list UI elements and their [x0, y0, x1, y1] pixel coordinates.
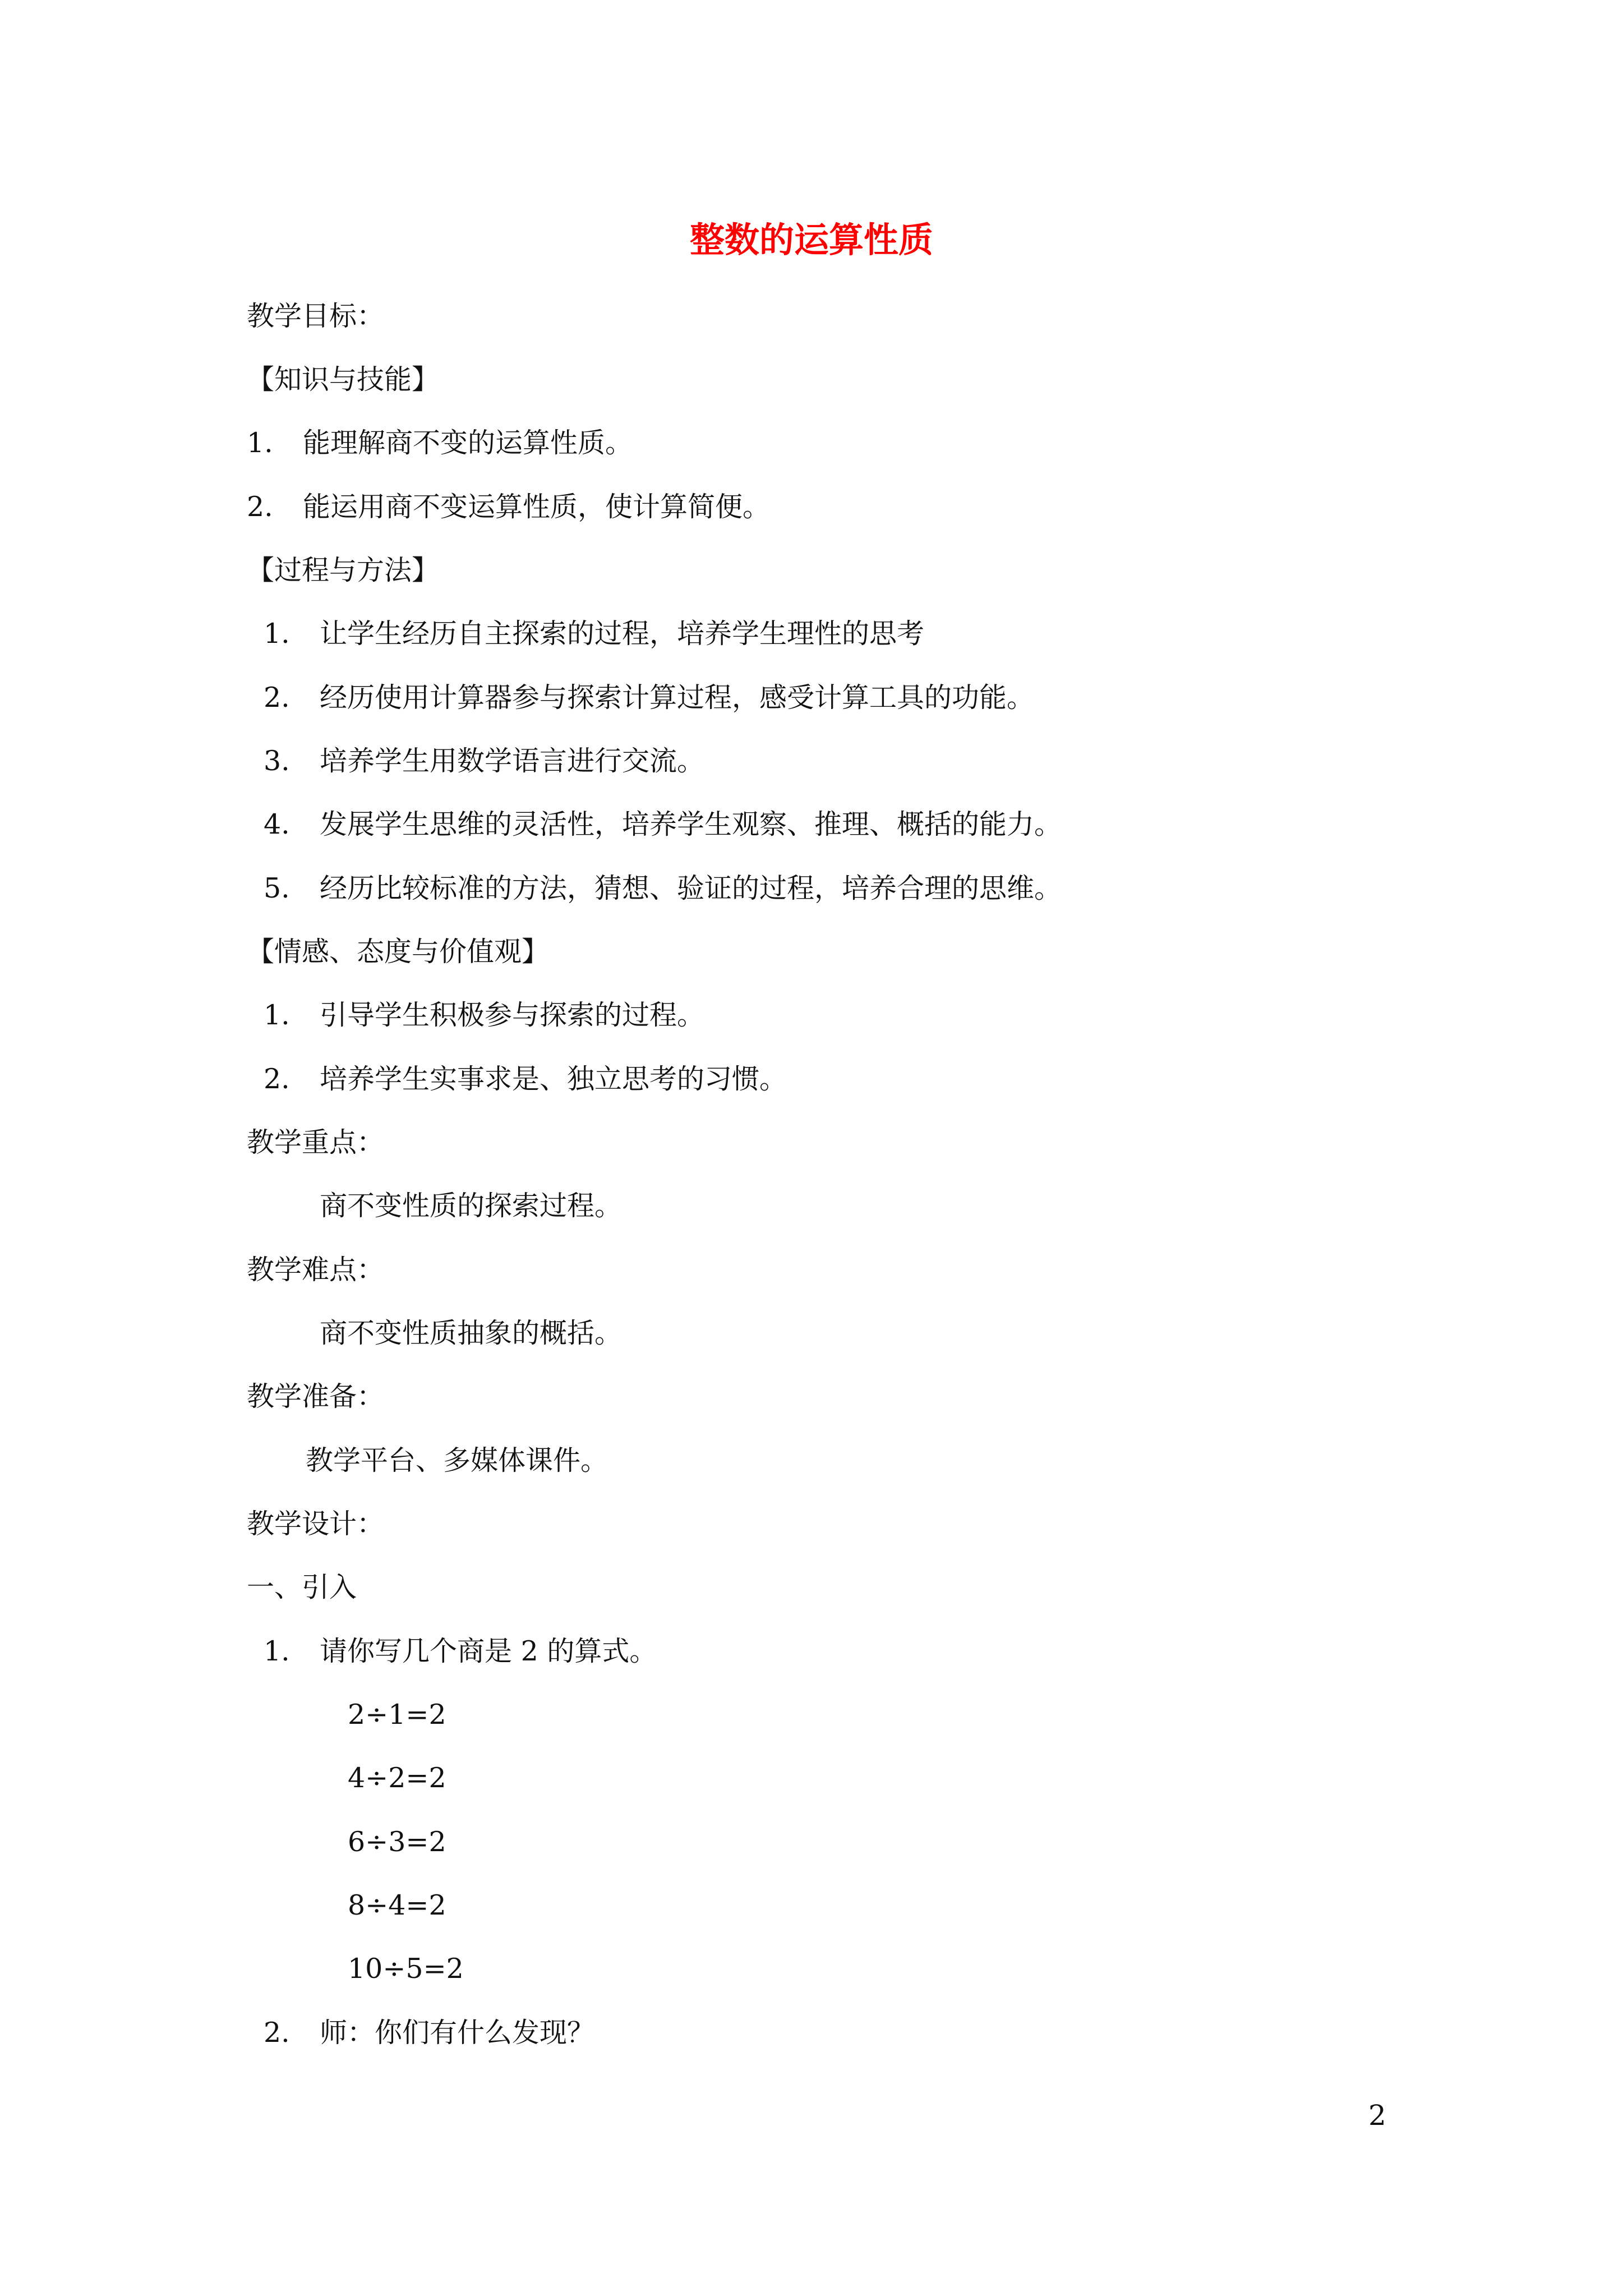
key-point-text: 商不变性质的探索过程。 — [320, 1190, 623, 1222]
item-number: 2. — [264, 1063, 290, 1095]
equation: 4÷2=2 — [348, 1762, 446, 1794]
item-text: 培养学生用数学语言进行交流。 — [320, 745, 705, 777]
process-item — [264, 743, 704, 779]
key-point-heading: 教学重点： — [247, 1126, 385, 1158]
item-number: 1. — [264, 618, 290, 650]
design-heading: 教学设计： — [247, 1508, 385, 1540]
knowledge-item — [247, 489, 770, 525]
process-item — [264, 616, 924, 652]
step-item — [264, 2015, 594, 2051]
item-number: 5. — [264, 872, 290, 904]
item-text: 让学生经历自主探索的过程，培养学生理性的思考 — [320, 618, 925, 650]
item-text: 经历使用计算器参与探索计算过程，感受计算工具的功能。 — [320, 682, 1035, 714]
item-text: 师：你们有什么发现？ — [320, 2017, 595, 2049]
item-number: 4. — [264, 808, 290, 840]
item-text: 引导学生积极参与探索的过程。 — [320, 999, 705, 1031]
equation: 8÷4=2 — [348, 1889, 446, 1921]
item-number: 3. — [264, 745, 290, 777]
equation: 2÷1=2 — [348, 1699, 446, 1731]
item-text: 能运用商不变运算性质，使计算简便。 — [303, 491, 771, 523]
difficulty-text: 商不变性质抽象的概括。 — [320, 1317, 623, 1349]
equation: 10÷5=2 — [348, 1953, 464, 1985]
item-number: 2. — [264, 2017, 290, 2049]
equation: 6÷3=2 — [348, 1826, 446, 1858]
item-number: 2. — [247, 491, 273, 523]
step-item — [264, 1634, 657, 1669]
item-number: 1. — [247, 427, 273, 459]
item-text: 发展学生思维的灵活性，培养学生观察、推理、概括的能力。 — [320, 808, 1062, 840]
process-heading: 【过程与方法】 — [247, 554, 440, 586]
process-item — [264, 807, 1062, 843]
item-number: 2. — [264, 682, 290, 714]
item-text: 培养学生实事求是、独立思考的习惯。 — [320, 1063, 787, 1095]
document-title: 整数的运算性质 — [689, 219, 933, 260]
item-text: 经历比较标准的方法，猜想、验证的过程，培养合理的思维。 — [320, 872, 1062, 904]
difficulty-heading: 教学难点： — [247, 1254, 385, 1286]
section-heading: 一、引入 — [247, 1571, 357, 1603]
preparation-text: 教学平台、多媒体课件。 — [306, 1444, 608, 1476]
item-number: 1. — [264, 999, 290, 1031]
knowledge-item — [247, 425, 633, 461]
preparation-heading: 教学准备： — [247, 1381, 385, 1412]
item-text: 请你写几个商是 2 的算式。 — [320, 1635, 657, 1667]
item-number: 1. — [264, 1635, 290, 1667]
process-item — [264, 871, 1062, 907]
goals-heading: 教学目标： — [247, 300, 385, 332]
emotion-item — [264, 997, 704, 1033]
page-number: 2 — [1368, 2099, 1386, 2132]
knowledge-heading: 【知识与技能】 — [247, 364, 440, 395]
process-item — [264, 680, 1034, 716]
emotion-heading: 【情感、态度与价值观】 — [247, 936, 550, 968]
item-text: 能理解商不变的运算性质。 — [303, 427, 633, 459]
emotion-item — [264, 1061, 787, 1097]
